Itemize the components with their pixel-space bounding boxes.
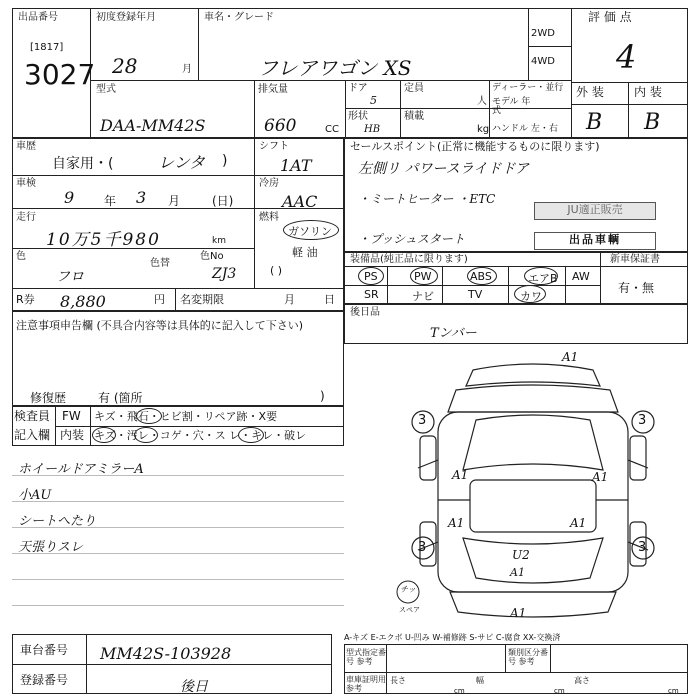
height-unit: cm xyxy=(668,687,679,695)
repair-label: 修復歴 xyxy=(30,391,67,405)
color-change-label: 色替 xyxy=(150,258,170,269)
model-label: 型式 xyxy=(96,84,116,95)
name-change-day: 日 xyxy=(324,293,335,306)
name-change-month: 月 xyxy=(284,293,295,306)
history-value2: レンタ xyxy=(158,153,205,172)
repair-close: ) xyxy=(320,389,325,403)
name-grade-value: フレアワゴン XS xyxy=(258,56,412,80)
interior-items: キズ・汚レ・コゲ・穴・ス レ・キレ・破レ xyxy=(94,429,307,442)
interior-label: 内 装 xyxy=(634,85,662,99)
history-value: 自家用・( xyxy=(52,156,114,172)
selling-point-2: ・ミートヒーター ・ETC xyxy=(358,192,496,206)
length-unit: cm xyxy=(454,687,465,695)
lot-sub: [1817] xyxy=(30,42,64,53)
diagram-label-rear-glass: U2 xyxy=(512,548,530,562)
warranty-value: 有・無 xyxy=(618,281,655,295)
shape-value: HB xyxy=(364,124,381,135)
handwritten-note-3: シートへたり xyxy=(18,514,97,529)
equip-aw: AW xyxy=(572,270,590,283)
handwritten-note-2: 小AU xyxy=(18,488,52,503)
equip-tv: TV xyxy=(468,288,483,301)
ac-label: 冷房 xyxy=(259,178,279,189)
shift-value: 1AT xyxy=(280,156,312,175)
spare-key-label: チッ xyxy=(400,585,416,594)
recycle-label: R券 xyxy=(16,293,35,306)
spare-key-sub: スペア xyxy=(399,606,420,614)
inspection-day-label: (日) xyxy=(212,194,234,208)
inspection-month: 3 xyxy=(136,188,147,207)
displacement-value: 660 xyxy=(264,116,297,136)
lot-number: 3027 xyxy=(24,58,96,91)
load-unit: kg xyxy=(477,124,490,135)
first-reg-month-label: 月 xyxy=(182,64,192,75)
fuel-gas: ガソリン xyxy=(288,225,332,238)
diagram-label-fl: 3 xyxy=(418,413,427,428)
handwritten-note-1: ホイールドアミラーA xyxy=(18,462,144,477)
selling-point-1: 左側リ パワースライドドア xyxy=(358,161,529,177)
after-parts-section xyxy=(344,304,688,344)
fuel-light: 軽 油 xyxy=(292,246,318,259)
after-parts-label: 後日品 xyxy=(350,307,380,318)
fuel-paren: ( ) xyxy=(270,264,283,277)
diagram-label-rear-bumper: A1 xyxy=(510,606,527,620)
color-code-label: 色No xyxy=(200,251,224,262)
color-label: 色 xyxy=(16,251,26,262)
recycle-unit: 円 xyxy=(154,293,165,306)
mileage-unit: km xyxy=(212,236,226,246)
equip-navi: ナビ xyxy=(412,290,434,303)
capacity-unit: 人 xyxy=(477,96,487,107)
score-label: 評 価 点 xyxy=(588,10,632,24)
name-change-label: 名変期限 xyxy=(180,293,224,306)
class-number-label: 類別区分番号 参考 xyxy=(508,648,548,666)
first-reg-year: 28 xyxy=(112,54,138,78)
displacement-unit: CC xyxy=(325,124,339,135)
repair-value: 有 (箇所 xyxy=(98,391,143,405)
form-number-label: 型式指定番号 参考 xyxy=(346,648,386,666)
interior-mark-circle-3 xyxy=(238,427,264,443)
color-code-value: ZJ3 xyxy=(212,266,237,282)
fw-mark-circle xyxy=(136,408,162,424)
inspector-label-1: 検査員 xyxy=(14,409,51,423)
diagram-label-left-front-door: A1 xyxy=(452,468,469,482)
registration-label: 登録番号 xyxy=(20,673,69,687)
inspection-year-label: 年 xyxy=(104,194,117,208)
model-value: DAA-MM42S xyxy=(100,116,206,135)
handle-label: ハンドル 左・右 xyxy=(492,124,558,134)
interior-value: B xyxy=(644,110,661,135)
equip-pw: PW xyxy=(414,270,432,283)
ac-value: AAC xyxy=(282,192,318,211)
inspection-label: 車検 xyxy=(16,178,36,189)
garage-cert-label: 車庫証明用 参考 xyxy=(346,675,386,693)
equip-airbag: エアB xyxy=(528,272,558,285)
fw-label: FW xyxy=(62,409,81,423)
damage-legend: A-キズ E-エクボ U-凹み W-補修跡 S-サビ C-腐食 XX-交換済 xyxy=(344,633,561,642)
diagram-label-rl: 3 xyxy=(418,540,427,555)
exterior-label: 外 装 xyxy=(576,85,604,99)
handwritten-note-4: 天張りスレ xyxy=(18,540,84,555)
interior-mark-circle-2 xyxy=(134,427,158,443)
interior-check-label: 内装 xyxy=(60,428,85,442)
selling-point-3: ・プッシュスタート xyxy=(358,232,465,246)
chassis-value: MM42S-103928 xyxy=(100,644,232,663)
diagram-label-left-rear-door: A1 xyxy=(448,516,465,530)
displacement-label: 排気量 xyxy=(258,84,288,95)
diagram-label-right-rear-door: A1 xyxy=(570,516,587,530)
shape-label: 形状 xyxy=(348,111,368,122)
dealer-label: ディーラー・並行 xyxy=(492,83,564,93)
doors-value: 5 xyxy=(370,94,377,107)
warranty-label: 新車保証書 xyxy=(610,254,660,265)
color-value: フロ xyxy=(56,269,84,285)
car-damage-diagram xyxy=(378,350,688,630)
height-label: 高さ xyxy=(574,676,590,685)
listed-vehicle-stamp: 出品車輌 xyxy=(534,232,656,250)
equipment-label: 装備品(純正品に限ります) xyxy=(350,254,468,265)
equip-abs: ABS xyxy=(470,270,492,283)
diagram-label-fr: 3 xyxy=(638,413,647,428)
drive-4wd: 4WD xyxy=(531,56,555,67)
fw-items: キズ・飛石・ヒビ割・リペア跡・X要 xyxy=(94,410,278,423)
width-label: 幅 xyxy=(476,676,484,685)
inspector-label-2: 記入欄 xyxy=(14,428,51,442)
ju-stamp: JU適正販売 xyxy=(534,202,656,220)
shift-label: シフト xyxy=(259,141,289,152)
drive-2wd: 2WD xyxy=(531,28,555,39)
score-value: 4 xyxy=(616,38,637,76)
interior-mark-circle-1 xyxy=(92,427,116,443)
history-close: ) xyxy=(222,153,228,169)
diagram-label-front: A1 xyxy=(562,350,579,364)
fuel-label: 燃料 xyxy=(259,212,279,223)
mileage-value: 10万5千980 xyxy=(46,230,161,250)
lot-label: 出品番号 xyxy=(18,12,58,23)
registration-value: 後日 xyxy=(180,679,208,695)
chassis-label: 車台番号 xyxy=(20,643,69,657)
inspection-year: 9 xyxy=(64,188,75,207)
exterior-value: B xyxy=(586,110,603,135)
diagram-label-tailgate: A1 xyxy=(510,566,525,579)
equip-sr: SR xyxy=(364,288,379,301)
recycle-value: 8,880 xyxy=(60,292,106,311)
mileage-label: 走行 xyxy=(16,212,36,223)
length-label: 長さ xyxy=(390,676,406,685)
load-label: 積載 xyxy=(404,111,424,122)
diagram-label-rr: 3 xyxy=(638,540,647,555)
after-parts-value: Tンバー xyxy=(430,326,477,341)
selling-points-label: セールスポイント(正常に機能するものに限ります) xyxy=(350,140,600,153)
width-unit: cm xyxy=(554,687,565,695)
inspection-month-label: 月 xyxy=(168,194,181,208)
diagram-label-right-front-door: A1 xyxy=(592,470,609,484)
history-label: 車歴 xyxy=(16,141,36,152)
first-reg-label: 初度登録年月 xyxy=(96,12,156,23)
name-grade-label: 車名・グレード xyxy=(204,12,274,23)
equip-leather: カワ xyxy=(520,290,542,303)
doors-label: ドア xyxy=(348,83,368,94)
capacity-label: 定員 xyxy=(404,83,424,94)
equip-ps: PS xyxy=(364,270,378,283)
notes-label: 注意事項申告欄 (不具合内容等は具体的に記入して下さい) xyxy=(16,319,304,332)
model-year-label: モデル 年式 xyxy=(492,97,531,116)
